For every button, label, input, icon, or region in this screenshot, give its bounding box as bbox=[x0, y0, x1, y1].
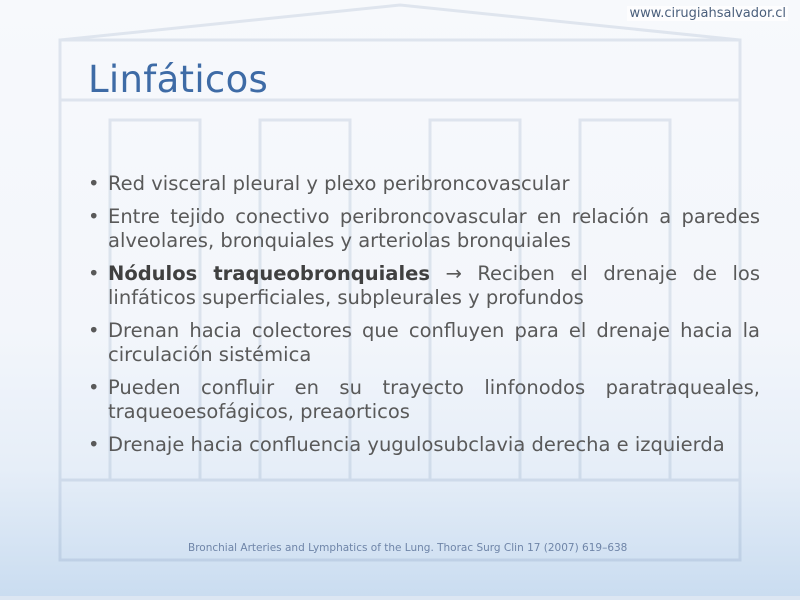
bullet-item bbox=[88, 172, 760, 196]
bullet-item bbox=[88, 205, 760, 253]
slide-title: Linfáticos bbox=[88, 58, 269, 101]
bullet-item bbox=[88, 319, 760, 367]
site-url: www.cirugiahsalvador.cl bbox=[629, 6, 786, 21]
bottom-divider bbox=[0, 596, 800, 600]
bullet-bold-text: Nódulos traqueobronquiales bbox=[108, 262, 430, 285]
bullet-text: Drenaje hacia confluencia yugulosubclavia derecha e izquierda bbox=[108, 433, 725, 456]
bullet-text: → Reciben el drenaje de los linfáticos superficiales, subpleurales y profundos bbox=[108, 262, 760, 309]
bullet-item bbox=[88, 262, 760, 310]
bullet-item bbox=[88, 376, 760, 424]
bullet-item bbox=[88, 433, 760, 457]
bullet-text: Red visceral pleural y plexo peribroncovascular bbox=[108, 172, 570, 195]
bullet-text: Pueden confluir en su trayecto linfonodos paratraqueales, traqueoesofágicos, preaorticos bbox=[108, 376, 760, 423]
reference-citation: Bronchial Arteries and Lymphatics of the Lung. Thorac Surg Clin 17 (2007) 619–638 bbox=[188, 542, 628, 554]
bullet-text: Drenan hacia colectores que confluyen para el drenaje hacia la circulación sistémica bbox=[108, 319, 760, 366]
bullet-text: Entre tejido conectivo peribroncovascular en relación a paredes alveolares, bronquiales y arteriolas bronquiales bbox=[108, 205, 760, 252]
bullet-list bbox=[88, 172, 760, 466]
